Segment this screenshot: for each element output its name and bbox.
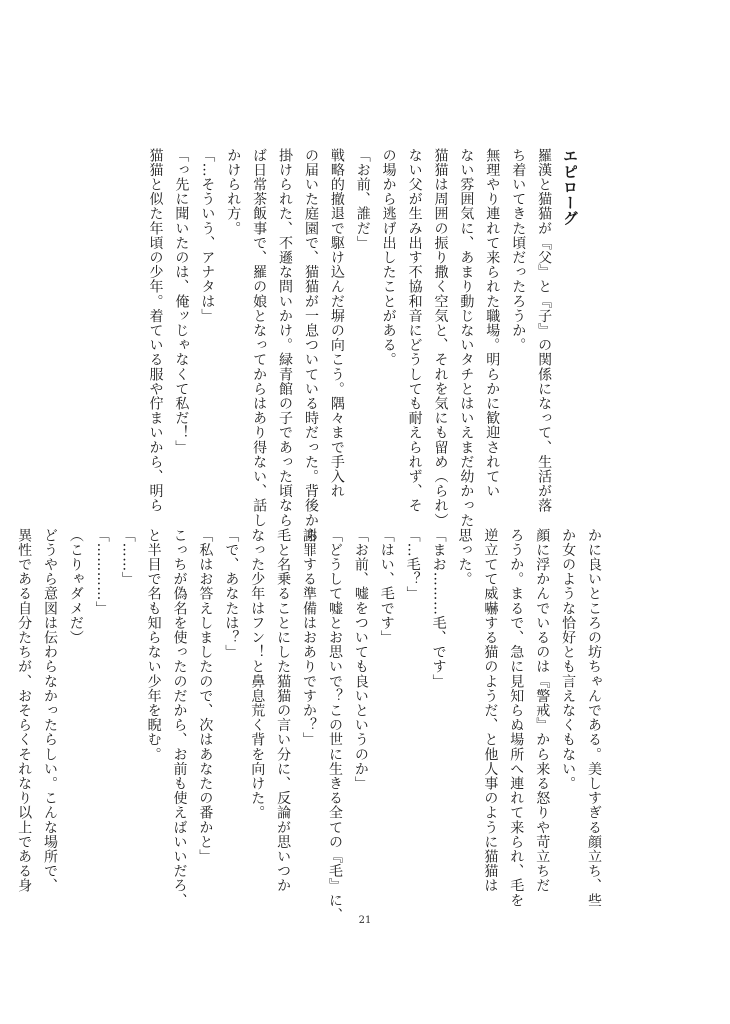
text-line: 「で、あなたは？」 [223,528,240,660]
text-line: ち着いてきた頃だったろうか。 [510,148,527,353]
text-line: と半目で名も知らない少年を睨む。 [145,528,162,762]
text-line: こっちが偽名を使ったのだから、お前も使えばいいだろ、 [171,528,188,908]
text-line: 「お前、嘘をついても良いというのか」 [352,528,369,791]
text-line: かけられ方。 [225,148,242,236]
text-line: ない父が生み出す不協和音にどうしても耐えられず、そ [406,148,423,513]
text-line: 猫猫は周囲の振り撒く空気と、それを気にも留め（られ） [432,148,449,528]
text-line: 「どうして嘘とお思いで？この世に生きる全ての『毛』に、 [326,528,343,923]
text-line: 戦略的撤退で駆け込んだ塀の向こう。隅々まで手入れ [328,148,345,499]
page-number: 21 [358,915,372,926]
text-line: 「お前、誰だ」 [354,148,371,251]
text-line: なった少年はフン！と鼻息荒く背を向けた。 [249,528,266,820]
text-line: ば日常茶飯事で、羅の娘となってからはあり得ない、話し [251,148,268,528]
text-line: 「……」 [119,528,136,587]
text-line: どうやら意図は伝わらなかったらしい。こんな場所で、 [41,528,58,893]
text-line: 毛と名乗ることにした猫猫の言い分に、反論が思いつか [275,528,292,893]
text-line: か女のような恰好とも言えなくもない。 [560,528,577,791]
text-line: 異性である自分たちが、おそらくそれなり以上である身 [16,528,33,893]
text-line: 「…………」 [93,528,110,616]
text-line: 「はい、毛です」 [378,528,395,645]
text-line: 顔に浮かんでいるのは『警戒』から来る怒りや苛立ちだ [534,528,551,893]
text-line: の場から逃げ出したことがある。 [380,148,397,367]
top-text-column [142,148,582,543]
text-line: 猫猫と似た年頃の少年。着ている服や佇まいから、明ら [147,148,164,513]
text-line: 「私はお答えしましたので、次はあなたの番かと」 [197,528,214,864]
text-line: 無理やり連れて来られた職場。明らかに歓迎されてい [484,148,501,499]
text-line: 謝罪する準備はおありですか？」 [301,528,318,747]
text-line: 思った。 [456,528,473,587]
text-line: 「っ先に聞いたのは、俺ッじゃなくて私だ！」 [173,148,190,455]
text-line: 「…そういう、アナタは」 [199,148,216,324]
chapter-title: エピローグ [561,148,579,226]
text-line: の届いた庭園で、猫猫が一息ついている時だった。背後から [302,148,319,543]
text-line: 逆立てて威嚇する猫のようだ、と他人事のように猫猫は [482,528,499,893]
text-line: 「…毛？」 [404,528,421,601]
text-line: （こりゃダメだ） [67,528,84,645]
text-line: 羅漢と猫猫が『父』と『子』の関係になって、生活が落 [536,148,553,513]
text-line: ない雰囲気に、あまり動じないタチとはいえまだ幼かった [458,148,475,528]
text-line: 「まお………毛、です」 [430,528,447,689]
text-line: かに良いところの坊ちゃんである。美しすぎる顔立ち、些 [586,528,602,908]
text-line: ろうか。まるで、急に見知らぬ場所へ連れて来られ、毛を [508,528,525,908]
text-line: 掛けられた、不遜な問いかけ。緑青館の子であった頃なら [277,148,294,528]
